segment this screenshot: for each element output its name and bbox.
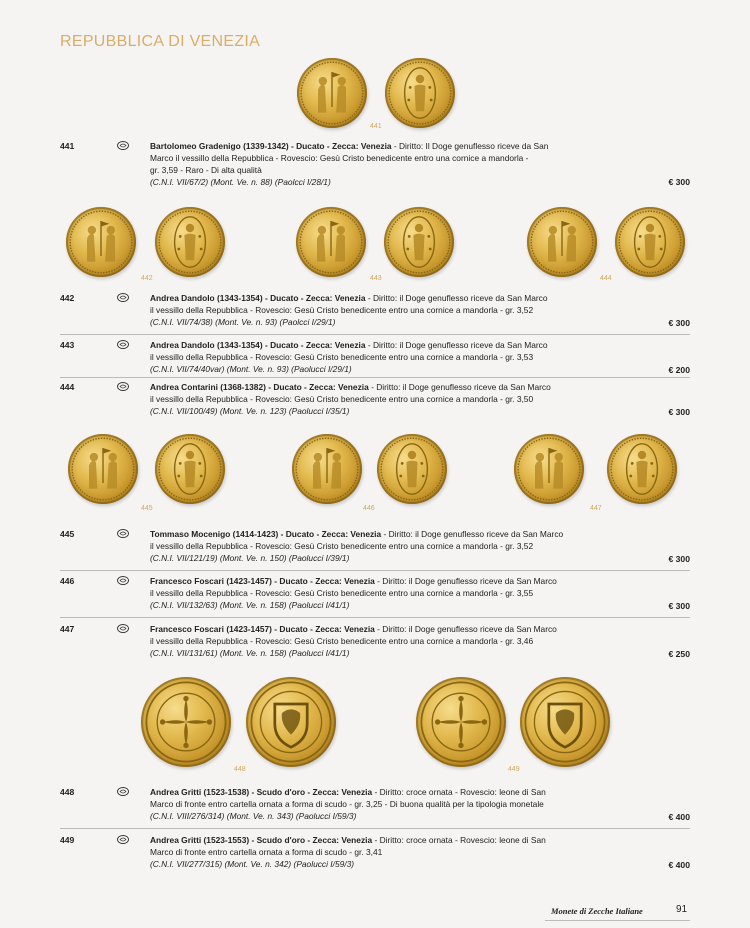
- divider: [60, 377, 690, 378]
- lot-line: - Diritto: croce ornata - Rovescio: leone di San: [372, 787, 546, 797]
- coin-label-446: 446: [363, 505, 375, 512]
- coin-447-obverse: [514, 434, 584, 504]
- lot-number: 446: [60, 576, 75, 586]
- lot-reference: (C.N.I. VII/100/49) (Mont. Ve. n. 123) (Paolucci I/35/1): [150, 406, 350, 416]
- lot-line: - Diritto: il Doge genuflesso riceve da San Marco: [381, 529, 564, 539]
- coin-label-444: 444: [600, 275, 612, 282]
- lot-title: Francesco Foscari (1423-1457) - Ducato - Zecca: Venezia: [150, 576, 375, 586]
- lot-line: - Diritto: il Doge genuflesso riceve da San Marco: [374, 576, 557, 586]
- lot-price: € 200: [668, 365, 690, 375]
- lot-number: 441: [60, 141, 75, 151]
- lot-line: il vessillo della Repubblica - Rovescio: Gesù Cristo benedicente entro una cornice a mandorla - gr. 3,46: [150, 636, 534, 646]
- lot-line: - Diritto: il Doge genuflesso riceve da San Marco: [365, 293, 548, 303]
- lot-reference: (C.N.I. VII/132/63) (Mont. Ve. n. 158) (Paolucci I/41/1): [150, 600, 350, 610]
- coin-443-reverse: [384, 207, 454, 277]
- lot-number: 447: [60, 624, 75, 634]
- page-title: REPUBBLICA DI VENEZIA: [60, 33, 261, 50]
- lot-line: il vessillo della Repubblica - Rovescio: Gesù Cristo benedicente entro una cornice a mandorla - gr. 3,53: [150, 352, 534, 362]
- coin-label-448: 448: [234, 766, 246, 773]
- lot-number: 445: [60, 529, 75, 539]
- lot-description: [150, 834, 620, 870]
- lot-title: Andrea Gritti (1523-1538) - Scudo d'oro - Zecca: Venezia: [150, 787, 373, 797]
- lot-price: € 250: [668, 649, 690, 659]
- coin-441-reverse: [385, 58, 455, 128]
- lot-description: [150, 528, 620, 564]
- coin-info-icon[interactable]: [117, 835, 129, 844]
- lot-line: Marco di fronte entro cartella ornata a forma di scudo - gr. 3,41: [150, 847, 383, 857]
- coin-446-obverse: [292, 434, 362, 504]
- divider: [60, 617, 690, 618]
- coin-441-obverse: [297, 58, 367, 128]
- lot-number: 449: [60, 835, 75, 845]
- coin-label-441: 441: [370, 123, 382, 130]
- lot-reference: (C.N.I. VII/131/61) (Mont. Ve. n. 158) (Paolucci I/41/1): [150, 648, 350, 658]
- coin-448-reverse: [246, 677, 336, 767]
- lot-title: Bartolomeo Gradenigo (1339-1342) - Ducato - Zecca: Venezia: [150, 141, 392, 151]
- lot-price: € 300: [668, 554, 690, 564]
- coin-label-442: 442: [141, 275, 153, 282]
- lot-price: € 300: [668, 601, 690, 611]
- lot-number: 443: [60, 340, 75, 350]
- coin-info-icon[interactable]: [117, 787, 129, 796]
- lot-line: - Diritto: croce ornata - Rovescio: leone di San: [372, 835, 546, 845]
- coin-444-obverse: [527, 207, 597, 277]
- coin-444-reverse: [615, 207, 685, 277]
- lot-reference: (C.N.I. VII/67/2) (Mont. Ve. n. 88) (Paolcci I/28/1): [150, 177, 331, 187]
- coin-label-449: 449: [508, 766, 520, 773]
- lot-line: il vessillo della Repubblica - Rovescio: Gesù Cristo benedicente entro una cornice a mandorla - gr. 3,52: [150, 305, 534, 315]
- lot-description: [150, 292, 620, 328]
- coin-label-445: 445: [141, 505, 153, 512]
- lot-reference: (C.N.I. VII/121/19) (Mont. Ve. n. 150) (Paolucci I/39/1): [150, 553, 350, 563]
- lot-price: € 300: [668, 407, 690, 417]
- page-number: 91: [676, 904, 688, 915]
- lot-line: Marco il vessillo della Repubblica - Rovescio: Gesù Cristo benedicente entro una cornice a mandorla -: [150, 153, 529, 163]
- lot-description: [150, 381, 620, 417]
- footer-title: Monete di Zecche Italiane: [551, 906, 643, 916]
- coin-info-icon[interactable]: [117, 624, 129, 633]
- coin-info-icon[interactable]: [117, 382, 129, 391]
- coin-info-icon[interactable]: [117, 141, 129, 150]
- coin-info-icon[interactable]: [117, 340, 129, 349]
- lot-line: - Diritto: il Doge genuflesso riceve da San Marco: [365, 340, 548, 350]
- lot-price: € 400: [668, 812, 690, 822]
- lot-description: [150, 623, 620, 659]
- lot-reference: (C.N.I. VII/277/315) (Mont. Ve. n. 342) (Paolucci I/59/3): [150, 859, 355, 869]
- lot-description: [150, 786, 620, 822]
- lot-line: - Diritto: Il Doge genuflesso riceve da San: [391, 141, 549, 151]
- lot-line: gr. 3,59 - Raro - Di alta qualità: [150, 165, 262, 175]
- lot-line: Marco di fronte entro cartella ornata a forma di scudo - gr. 3,25 - Di buona qualità per la tipologia monetale: [150, 799, 544, 809]
- coin-445-obverse: [68, 434, 138, 504]
- lot-reference: (C.N.I. VII/74/38) (Mont. Ve. n. 93) (Paolcci I/29/1): [150, 317, 336, 327]
- lot-description: [150, 140, 620, 188]
- coin-info-icon[interactable]: [117, 576, 129, 585]
- lot-reference: (C.N.I. VII/74/40var) (Mont. Ve. n. 93) (Paolucci I/29/1): [150, 364, 352, 374]
- coin-447-reverse: [607, 434, 677, 504]
- coin-label-447: 447: [590, 505, 602, 512]
- coin-info-icon[interactable]: [117, 529, 129, 538]
- coin-445-reverse: [155, 434, 225, 504]
- lot-price: € 300: [668, 318, 690, 328]
- lot-line: il vessillo della Repubblica - Rovescio: Gesù Cristo benedicente entro una cornice a mandorla - gr. 3,55: [150, 588, 534, 598]
- lot-line: il vessillo della Repubblica - Rovescio: Gesù Cristo benedicente entro una cornice a mandorla - gr. 3,52: [150, 541, 534, 551]
- lot-title: Andrea Dandolo (1343-1354) - Ducato - Zecca: Venezia: [150, 293, 366, 303]
- divider: [60, 828, 690, 829]
- lot-title: Andrea Dandolo (1343-1354) - Ducato - Zecca: Venezia: [150, 340, 366, 350]
- lot-reference: (C.N.I. VIII/276/314) (Mont. Ve. n. 343) (Paolucci I/59/3): [150, 811, 357, 821]
- coin-442-reverse: [155, 207, 225, 277]
- lot-description: [150, 339, 620, 375]
- coin-label-443: 443: [370, 275, 382, 282]
- lot-title: Andrea Gritti (1523-1553) - Scudo d'oro - Zecca: Venezia: [150, 835, 373, 845]
- divider: [60, 570, 690, 571]
- lot-number: 442: [60, 293, 75, 303]
- coin-448-obverse: [141, 677, 231, 767]
- lot-title: Tommaso Mocenigo (1414-1423) - Ducato - Zecca: Venezia: [150, 529, 382, 539]
- coin-442-obverse: [66, 207, 136, 277]
- lot-price: € 300: [668, 177, 690, 187]
- coin-449-reverse: [520, 677, 610, 767]
- lot-title: Andrea Contarini (1368-1382) - Ducato - Zecca: Venezia: [150, 382, 369, 392]
- lot-description: [150, 575, 620, 611]
- divider: [60, 334, 690, 335]
- coin-443-obverse: [296, 207, 366, 277]
- lot-line: il vessillo della Repubblica - Rovescio: Gesù Cristo benedicente entro una cornice a mandorla - gr. 3,50: [150, 394, 534, 404]
- lot-number: 444: [60, 382, 75, 392]
- lot-price: € 400: [668, 860, 690, 870]
- lot-title: Francesco Foscari (1423-1457) - Ducato - Zecca: Venezia: [150, 624, 375, 634]
- footer-divider: [545, 920, 690, 921]
- coin-449-obverse: [416, 677, 506, 767]
- coin-info-icon[interactable]: [117, 293, 129, 302]
- lot-line: - Diritto: il Doge genuflesso riceve da San Marco: [374, 624, 557, 634]
- lot-number: 448: [60, 787, 75, 797]
- lot-line: - Diritto: il Doge genuflesso riceve da San Marco: [368, 382, 551, 392]
- coin-446-reverse: [377, 434, 447, 504]
